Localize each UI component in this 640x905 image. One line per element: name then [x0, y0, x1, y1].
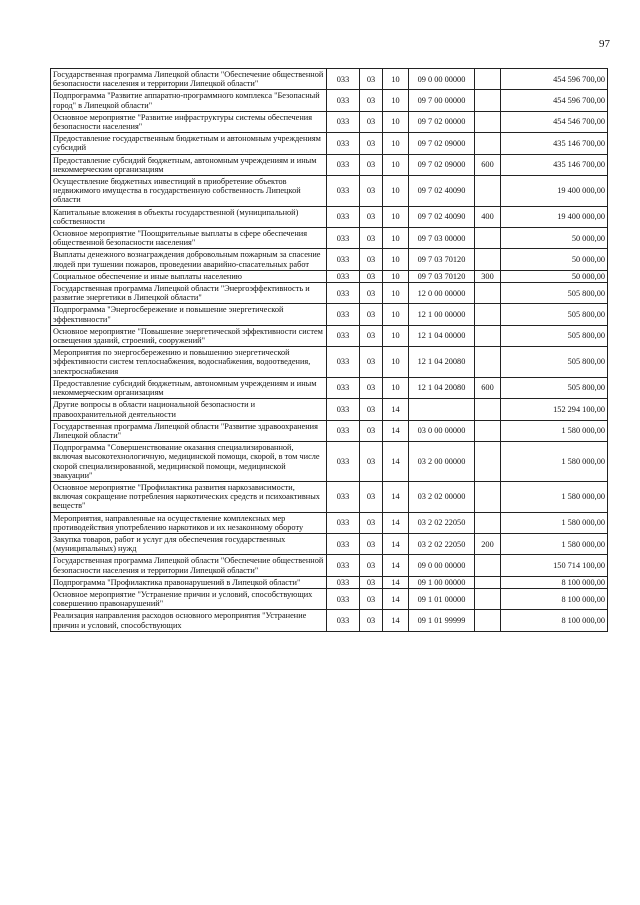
row-section-code: 03 [360, 249, 383, 270]
row-amount: 1 580 000,00 [501, 481, 608, 512]
row-subsection-code: 10 [383, 283, 409, 304]
row-name: Государственная программа Липецкой области "Энергоэффективность и развитие энергетики в Липецкой области" [51, 283, 327, 304]
row-target-article-code: 03 2 02 22050 [409, 533, 475, 554]
row-amount: 8 100 000,00 [501, 588, 608, 609]
row-expense-type-code [475, 69, 501, 90]
row-subsection-code: 10 [383, 69, 409, 90]
row-name: Реализация направления расходов основного мероприятия "Устранение причин и условий, способствующих [51, 610, 327, 631]
row-target-article-code: 09 1 00 00000 [409, 576, 475, 588]
row-amount: 505 800,00 [501, 325, 608, 346]
row-ved-code: 033 [327, 347, 360, 378]
row-name: Основное мероприятие "Повышение энергетической эффективности систем освещения зданий, строений, сооружений" [51, 325, 327, 346]
row-expense-type-code [475, 133, 501, 154]
table-row [51, 270, 608, 282]
row-amount: 8 100 000,00 [501, 576, 608, 588]
table-row [51, 576, 608, 588]
table-row [51, 512, 608, 533]
row-ved-code: 033 [327, 249, 360, 270]
row-section-code: 03 [360, 442, 383, 482]
row-target-article-code: 09 7 03 70120 [409, 270, 475, 282]
page-number: 97 [599, 38, 610, 50]
table-row [51, 347, 608, 378]
table-row [51, 69, 608, 90]
table-row [51, 610, 608, 631]
row-section-code: 03 [360, 347, 383, 378]
row-amount: 152 294 100,00 [501, 399, 608, 420]
row-expense-type-code: 400 [475, 206, 501, 227]
row-subsection-code: 10 [383, 377, 409, 398]
row-subsection-code: 10 [383, 249, 409, 270]
table-row [51, 283, 608, 304]
row-ved-code: 033 [327, 283, 360, 304]
row-expense-type-code [475, 610, 501, 631]
row-ved-code: 033 [327, 420, 360, 441]
row-subsection-code: 10 [383, 90, 409, 111]
row-expense-type-code: 200 [475, 533, 501, 554]
table-row [51, 533, 608, 554]
row-subsection-code: 14 [383, 512, 409, 533]
budget-table [50, 68, 608, 632]
row-name: Выплаты денежного вознаграждения добровольным пожарным за спасение людей при тушении пожаров, проведении аварийно-спасательных работ [51, 249, 327, 270]
table-row [51, 228, 608, 249]
row-ved-code: 033 [327, 533, 360, 554]
row-amount: 505 800,00 [501, 347, 608, 378]
row-section-code: 03 [360, 111, 383, 132]
row-name: Основное мероприятие "Поощрительные выплаты в сфере обеспечения общественной безопасности населения" [51, 228, 327, 249]
table-row [51, 90, 608, 111]
row-ved-code: 033 [327, 228, 360, 249]
row-target-article-code: 09 7 02 09000 [409, 154, 475, 175]
row-name: Государственная программа Липецкой области "Развитие здравоохранения Липецкой области" [51, 420, 327, 441]
row-name: Предоставление государственным бюджетным и автономным учреждениям субсидий [51, 133, 327, 154]
row-expense-type-code: 300 [475, 270, 501, 282]
row-target-article-code: 03 0 00 00000 [409, 420, 475, 441]
row-amount: 505 800,00 [501, 283, 608, 304]
row-section-code: 03 [360, 588, 383, 609]
row-target-article-code: 09 0 00 00000 [409, 69, 475, 90]
row-subsection-code: 10 [383, 154, 409, 175]
row-amount: 454 546 700,00 [501, 111, 608, 132]
table-row [51, 154, 608, 175]
row-expense-type-code: 600 [475, 154, 501, 175]
table-row [51, 481, 608, 512]
row-section-code: 03 [360, 420, 383, 441]
row-section-code: 03 [360, 610, 383, 631]
row-subsection-code: 14 [383, 533, 409, 554]
row-section-code: 03 [360, 90, 383, 111]
row-amount: 1 580 000,00 [501, 533, 608, 554]
row-ved-code: 033 [327, 588, 360, 609]
row-subsection-code: 10 [383, 228, 409, 249]
row-subsection-code: 10 [383, 133, 409, 154]
row-expense-type-code [475, 347, 501, 378]
row-name: Капитальные вложения в объекты государственной (муниципальной) собственности [51, 206, 327, 227]
row-name: Мероприятия, направленные на осуществление комплексных мер противодействия употреблению наркотиков и их незаконному обороту [51, 512, 327, 533]
row-expense-type-code [475, 588, 501, 609]
row-expense-type-code [475, 399, 501, 420]
row-name: Подпрограмма "Развитие аппаратно-программного комплекса "Безопасный город" в Липецкой области" [51, 90, 327, 111]
row-name: Осуществление бюджетных инвестиций в приобретение объектов недвижимого имущества в государственную собственность Липецкой области [51, 176, 327, 207]
row-ved-code: 033 [327, 481, 360, 512]
row-ved-code: 033 [327, 555, 360, 576]
row-target-article-code: 09 7 00 00000 [409, 90, 475, 111]
row-subsection-code: 14 [383, 481, 409, 512]
row-amount: 50 000,00 [501, 249, 608, 270]
row-section-code: 03 [360, 512, 383, 533]
row-subsection-code: 14 [383, 610, 409, 631]
row-section-code: 03 [360, 283, 383, 304]
row-amount: 19 400 000,00 [501, 206, 608, 227]
row-amount: 50 000,00 [501, 270, 608, 282]
row-subsection-code: 10 [383, 111, 409, 132]
row-target-article-code [409, 399, 475, 420]
row-expense-type-code [475, 420, 501, 441]
row-subsection-code: 10 [383, 347, 409, 378]
row-target-article-code: 03 2 02 00000 [409, 481, 475, 512]
row-ved-code: 033 [327, 133, 360, 154]
row-amount: 19 400 000,00 [501, 176, 608, 207]
row-target-article-code: 09 7 02 00000 [409, 111, 475, 132]
row-section-code: 03 [360, 133, 383, 154]
table-row [51, 249, 608, 270]
row-subsection-code: 14 [383, 576, 409, 588]
row-name: Мероприятия по энергосбережению и повышению энергетической эффективности систем теплоснабжения, водоснабжения, водоотведения, электроснабжения [51, 347, 327, 378]
row-name: Государственная программа Липецкой области "Обеспечение общественной безопасности населения и территории Липецкой области" [51, 69, 327, 90]
row-subsection-code: 14 [383, 399, 409, 420]
table-row [51, 206, 608, 227]
table-row [51, 304, 608, 325]
table-row [51, 133, 608, 154]
row-amount: 8 100 000,00 [501, 610, 608, 631]
row-section-code: 03 [360, 325, 383, 346]
row-subsection-code: 14 [383, 420, 409, 441]
row-name: Государственная программа Липецкой области "Обеспечение общественной безопасности населения и территории Липецкой области" [51, 555, 327, 576]
row-subsection-code: 14 [383, 555, 409, 576]
row-section-code: 03 [360, 304, 383, 325]
row-target-article-code: 09 7 02 40090 [409, 176, 475, 207]
row-target-article-code: 09 0 00 00000 [409, 555, 475, 576]
row-ved-code: 033 [327, 270, 360, 282]
row-section-code: 03 [360, 555, 383, 576]
row-ved-code: 033 [327, 325, 360, 346]
row-expense-type-code [475, 249, 501, 270]
row-target-article-code: 12 1 00 00000 [409, 304, 475, 325]
row-ved-code: 033 [327, 442, 360, 482]
row-section-code: 03 [360, 481, 383, 512]
row-subsection-code: 14 [383, 442, 409, 482]
table-row [51, 176, 608, 207]
row-ved-code: 033 [327, 576, 360, 588]
row-amount: 505 800,00 [501, 377, 608, 398]
row-name: Основное мероприятие "Профилактика развития наркозависимости, включая сокращение потребления наркотических средств и психоактивных веществ" [51, 481, 327, 512]
row-target-article-code: 09 1 01 00000 [409, 588, 475, 609]
row-expense-type-code [475, 228, 501, 249]
row-expense-type-code [475, 90, 501, 111]
row-target-article-code: 12 1 04 00000 [409, 325, 475, 346]
row-ved-code: 033 [327, 176, 360, 207]
row-target-article-code: 03 2 02 22050 [409, 512, 475, 533]
row-subsection-code: 14 [383, 588, 409, 609]
table-row [51, 111, 608, 132]
row-target-article-code: 09 7 02 40090 [409, 206, 475, 227]
row-ved-code: 033 [327, 69, 360, 90]
row-expense-type-code [475, 555, 501, 576]
table-row [51, 325, 608, 346]
row-ved-code: 033 [327, 206, 360, 227]
table-row [51, 555, 608, 576]
row-subsection-code: 10 [383, 304, 409, 325]
row-target-article-code: 03 2 00 00000 [409, 442, 475, 482]
row-name: Подпрограмма "Энергосбережение и повышение энергетической эффективности" [51, 304, 327, 325]
row-name: Закупка товаров, работ и услуг для обеспечения государственных (муниципальных) нужд [51, 533, 327, 554]
table-row [51, 377, 608, 398]
row-name: Подпрограмма "Совершенствование оказания специализированной, включая высокотехнологичную, медицинской помощи, скорой, в том числе скорой специализированной, медицинской помощи, медицинской эвакуации" [51, 442, 327, 482]
row-name: Предоставление субсидий бюджетным, автономным учреждениям и иным некоммерческим организациям [51, 154, 327, 175]
row-amount: 454 596 700,00 [501, 90, 608, 111]
table-row [51, 420, 608, 441]
row-amount: 454 596 700,00 [501, 69, 608, 90]
row-target-article-code: 09 7 02 09000 [409, 133, 475, 154]
row-amount: 435 146 700,00 [501, 133, 608, 154]
row-amount: 1 580 000,00 [501, 512, 608, 533]
table-row [51, 442, 608, 482]
row-ved-code: 033 [327, 399, 360, 420]
row-expense-type-code [475, 176, 501, 207]
row-amount: 1 580 000,00 [501, 442, 608, 482]
row-subsection-code: 10 [383, 206, 409, 227]
row-subsection-code: 10 [383, 270, 409, 282]
row-name: Подпрограмма "Профилактика правонарушений в Липецкой области" [51, 576, 327, 588]
row-ved-code: 033 [327, 90, 360, 111]
row-ved-code: 033 [327, 512, 360, 533]
row-section-code: 03 [360, 399, 383, 420]
row-ved-code: 033 [327, 304, 360, 325]
row-name: Другие вопросы в области национальной безопасности и правоохранительной деятельности [51, 399, 327, 420]
row-amount: 1 580 000,00 [501, 420, 608, 441]
row-section-code: 03 [360, 176, 383, 207]
row-name: Социальное обеспечение и иные выплаты населению [51, 270, 327, 282]
row-expense-type-code [475, 304, 501, 325]
row-section-code: 03 [360, 533, 383, 554]
row-section-code: 03 [360, 576, 383, 588]
row-target-article-code: 12 1 04 20080 [409, 377, 475, 398]
row-expense-type-code [475, 283, 501, 304]
row-section-code: 03 [360, 270, 383, 282]
row-expense-type-code [475, 576, 501, 588]
row-target-article-code: 12 1 04 20080 [409, 347, 475, 378]
row-ved-code: 033 [327, 154, 360, 175]
row-expense-type-code [475, 325, 501, 346]
row-ved-code: 033 [327, 377, 360, 398]
row-target-article-code: 09 7 03 00000 [409, 228, 475, 249]
table-row [51, 399, 608, 420]
row-expense-type-code [475, 442, 501, 482]
row-expense-type-code: 600 [475, 377, 501, 398]
row-target-article-code: 09 7 03 70120 [409, 249, 475, 270]
row-section-code: 03 [360, 206, 383, 227]
row-ved-code: 033 [327, 610, 360, 631]
row-amount: 150 714 100,00 [501, 555, 608, 576]
row-section-code: 03 [360, 228, 383, 249]
row-section-code: 03 [360, 69, 383, 90]
row-name: Предоставление субсидий бюджетным, автономным учреждениям и иным некоммерческим организациям [51, 377, 327, 398]
row-amount: 50 000,00 [501, 228, 608, 249]
row-amount: 435 146 700,00 [501, 154, 608, 175]
row-expense-type-code [475, 512, 501, 533]
row-name: Основное мероприятие "Развитие инфраструктуры системы обеспечения безопасности населения" [51, 111, 327, 132]
row-expense-type-code [475, 481, 501, 512]
row-subsection-code: 10 [383, 325, 409, 346]
row-target-article-code: 09 1 01 99999 [409, 610, 475, 631]
row-expense-type-code [475, 111, 501, 132]
row-subsection-code: 10 [383, 176, 409, 207]
row-name: Основное мероприятие "Устранение причин и условий, способствующих совершению правонарушений" [51, 588, 327, 609]
row-amount: 505 800,00 [501, 304, 608, 325]
row-ved-code: 033 [327, 111, 360, 132]
row-section-code: 03 [360, 154, 383, 175]
table-row [51, 588, 608, 609]
row-target-article-code: 12 0 00 00000 [409, 283, 475, 304]
row-section-code: 03 [360, 377, 383, 398]
